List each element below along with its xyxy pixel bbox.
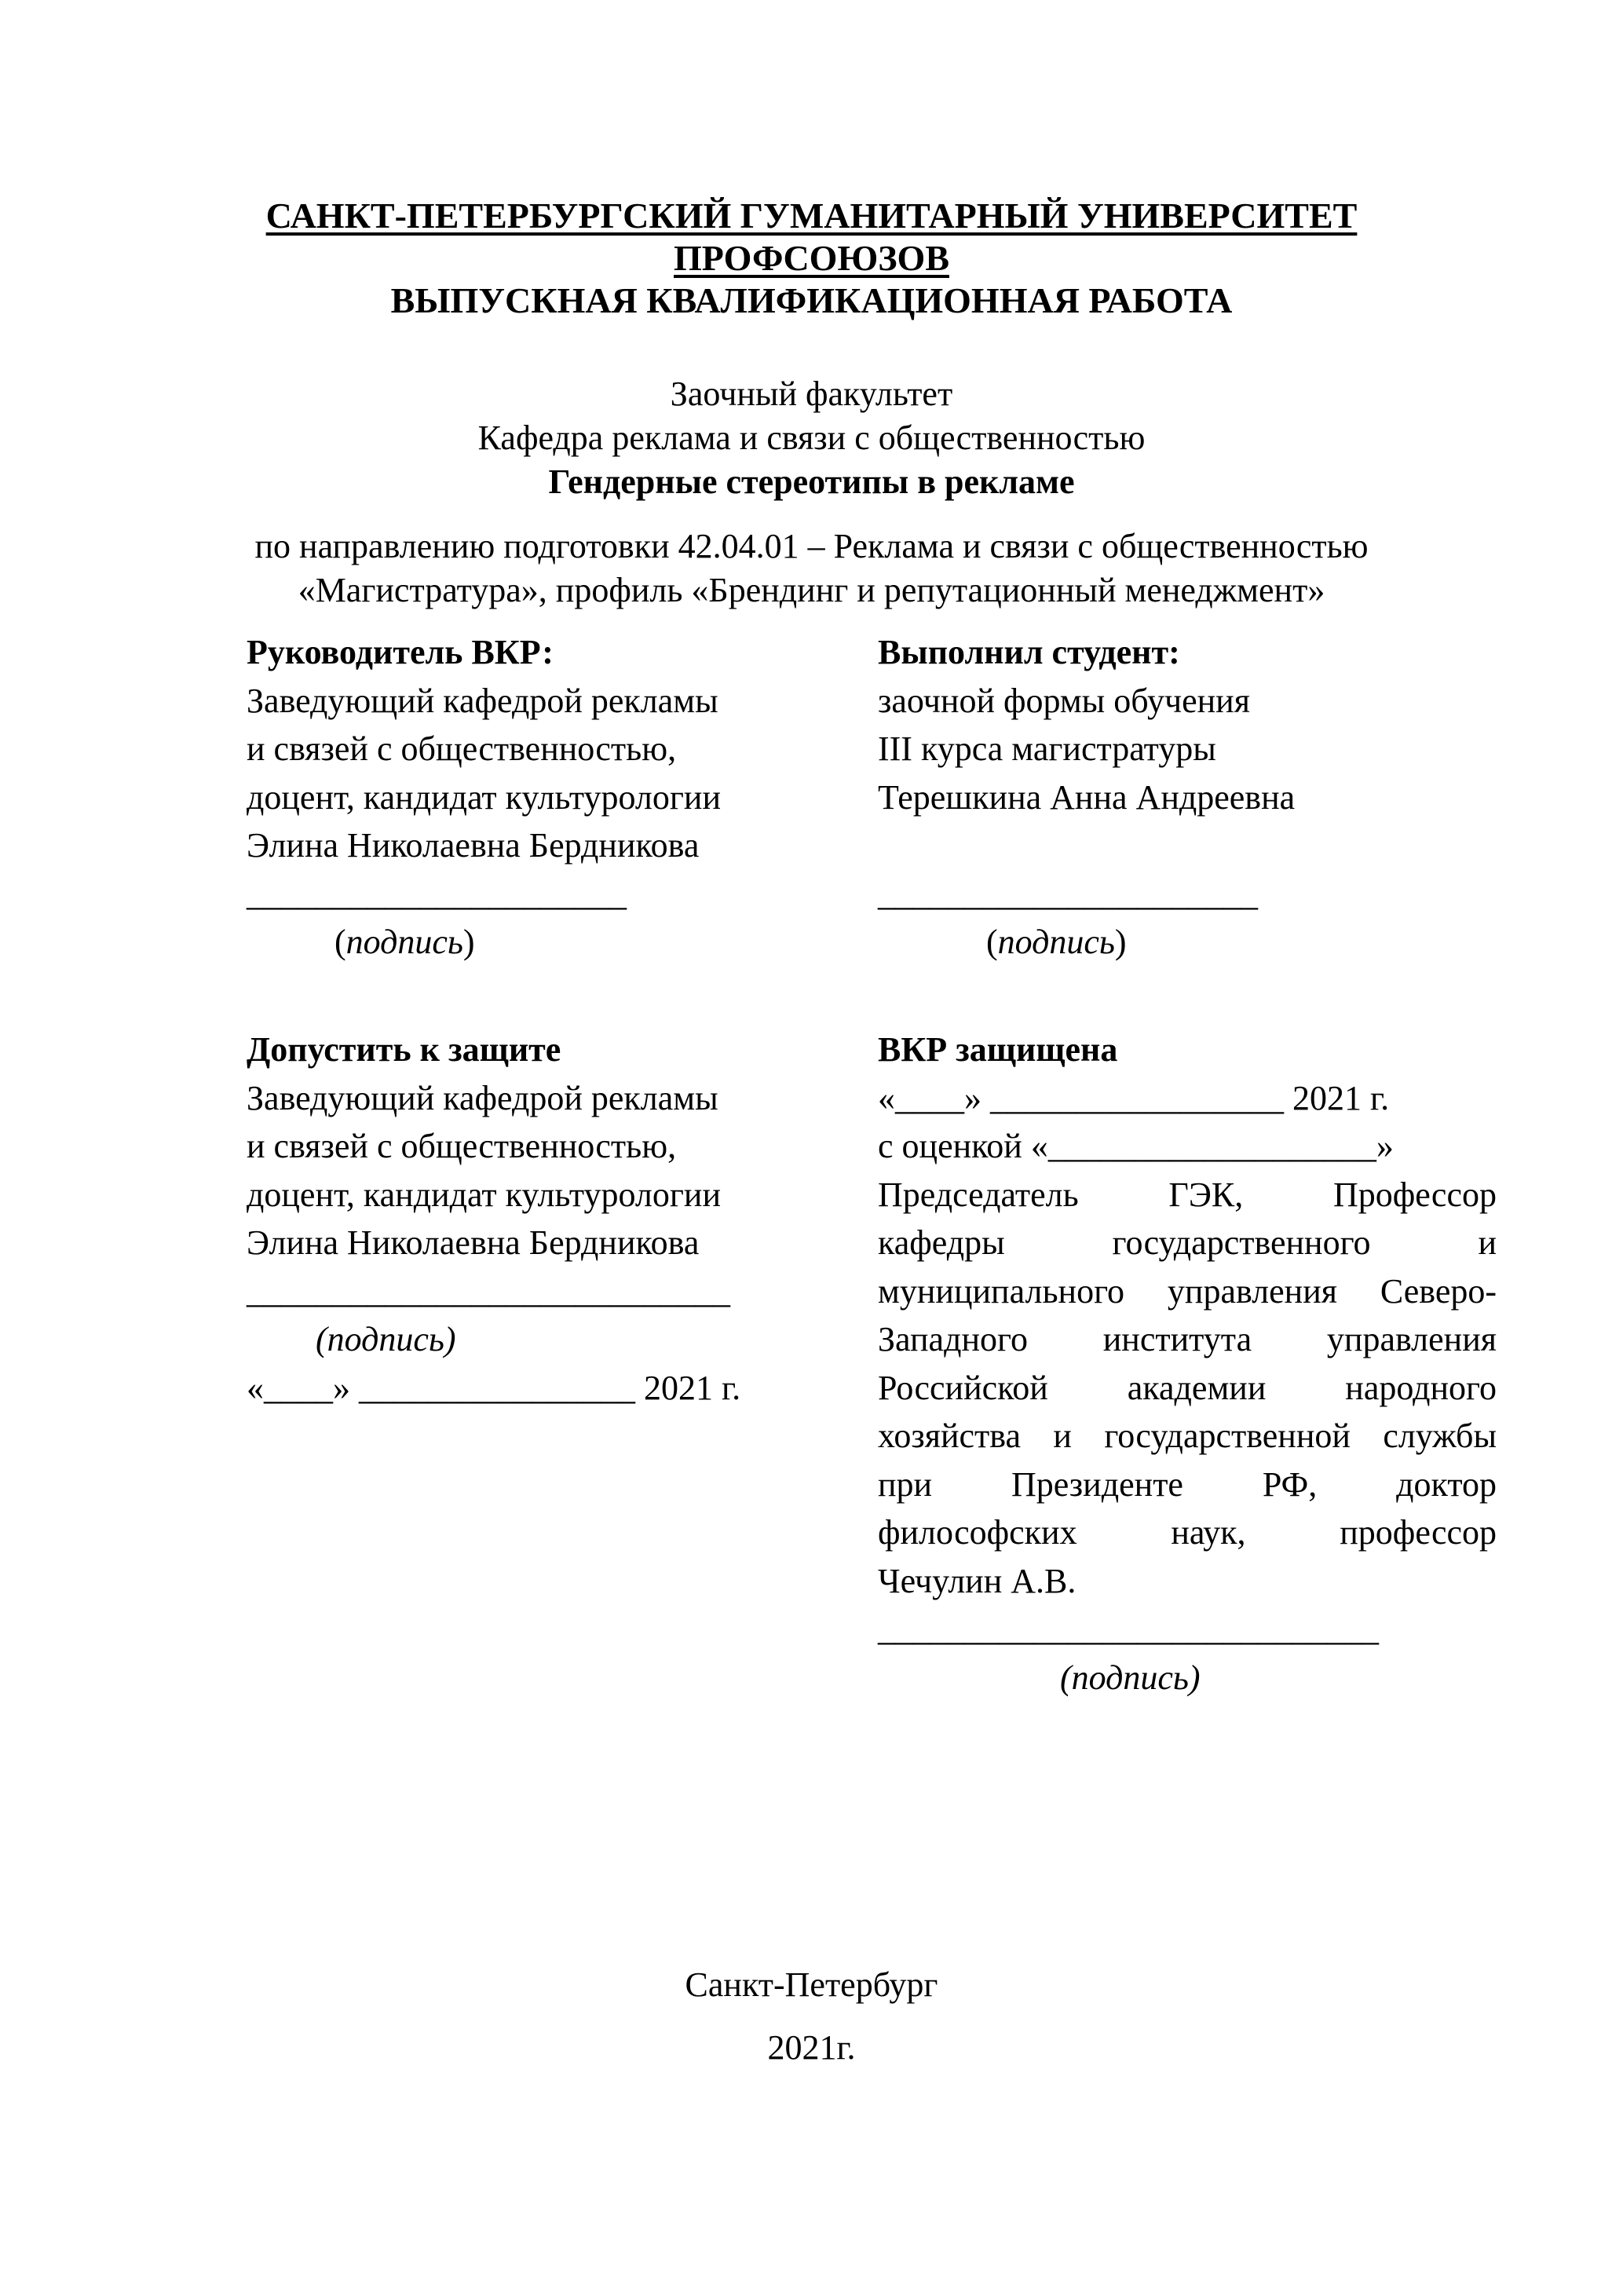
chair-line: муниципального управления Северо- bbox=[878, 1271, 1497, 1311]
chair-signature-field[interactable]: _____________________________ bbox=[878, 1610, 1379, 1648]
chair-line: кафедры государственного и bbox=[878, 1223, 1497, 1262]
supervisor-signature-field[interactable]: ______________________ bbox=[247, 874, 627, 913]
chair-line: философских наук, профессор bbox=[878, 1513, 1497, 1552]
supervisor-line: Заведующий кафедрой рекламы bbox=[247, 681, 718, 720]
student-line: III курса магистратуры bbox=[878, 729, 1216, 768]
supervisor-signature-caption: (подпись) bbox=[334, 923, 475, 961]
admit-signature-caption: (подпись) bbox=[316, 1320, 456, 1358]
defended-grade-field[interactable]: с оценкой «___________________» bbox=[878, 1127, 1394, 1165]
chair-line: Председатель ГЭК, Профессор bbox=[878, 1175, 1497, 1214]
faculty-block bbox=[0, 372, 1623, 504]
thesis-title: Гендерные стереотипы в рекламе bbox=[548, 462, 1075, 501]
chair-signature-caption: (подпись) bbox=[1060, 1658, 1201, 1697]
university-line-2: ПРОФСОЮЗОВ bbox=[674, 238, 949, 278]
admit-block bbox=[247, 1026, 843, 1412]
work-type: ВЫПУСКНАЯ КВАЛИФИКАЦИОННАЯ РАБОТА bbox=[390, 280, 1233, 320]
spacer bbox=[878, 821, 1498, 870]
supervisor-line: и связей с общественностью, bbox=[247, 729, 677, 768]
student-heading: Выполнил студент: bbox=[878, 633, 1180, 671]
profile: «Магистратура», профиль «Брендинг и репутационный менеджмент» bbox=[298, 571, 1325, 609]
student-block bbox=[878, 628, 1498, 967]
faculty: Заочный факультет bbox=[670, 375, 953, 413]
supervisor-name: Элина Николаевна Бердникова bbox=[247, 826, 700, 865]
department: Кафедра реклама и связи с общественностью bbox=[477, 419, 1146, 457]
footer-city: Санкт-Петербург bbox=[685, 1965, 938, 2004]
admit-heading: Допустить к защите bbox=[247, 1030, 561, 1069]
direction: по направлению подготовки 42.04.01 – Реклама и связи с общественностью bbox=[254, 527, 1369, 565]
defended-block bbox=[878, 1026, 1497, 1702]
admit-line: и связей с общественностью, bbox=[247, 1127, 677, 1165]
student-line: заочной формы обучения bbox=[878, 681, 1250, 720]
defended-date-field[interactable]: «____» _________________ 2021 г. bbox=[878, 1078, 1390, 1117]
admit-signature-field[interactable]: ____________________________ bbox=[247, 1271, 730, 1311]
admit-line: Заведующий кафедрой рекламы bbox=[247, 1078, 718, 1117]
chair-line: хозяйства и государственной службы bbox=[878, 1417, 1497, 1455]
supervisor-line: доцент, кандидат культурологии bbox=[247, 777, 721, 817]
student-signature-caption: (подпись) bbox=[986, 923, 1127, 961]
student-name: Терешкина Анна Андреевна bbox=[878, 777, 1296, 817]
supervisor-heading: Руководитель ВКР: bbox=[247, 633, 554, 671]
footer-year: 2021г. bbox=[767, 2028, 856, 2067]
chair-line: Западного института управления bbox=[878, 1320, 1497, 1358]
university-line-1: САНКТ-ПЕТЕРБУРГСКИЙ ГУМАНИТАРНЫЙ УНИВЕРСИТЕТ bbox=[265, 196, 1358, 236]
direction-block bbox=[0, 525, 1623, 612]
admit-date-field[interactable]: «____» ________________ 2021 г. bbox=[247, 1368, 741, 1407]
chair-line: при Президенте РФ, доктор bbox=[878, 1464, 1497, 1504]
defended-heading: ВКР защищена bbox=[878, 1030, 1118, 1069]
student-signature-field[interactable]: ______________________ bbox=[878, 874, 1258, 913]
admit-name: Элина Николаевна Бердникова bbox=[247, 1223, 700, 1262]
university-name bbox=[0, 195, 1623, 322]
chair-line: Российской академии народного bbox=[878, 1368, 1497, 1407]
chair-name: Чечулин А.В. bbox=[878, 1561, 1077, 1600]
admit-line: доцент, кандидат культурологии bbox=[247, 1175, 721, 1214]
supervisor-block bbox=[247, 628, 843, 967]
